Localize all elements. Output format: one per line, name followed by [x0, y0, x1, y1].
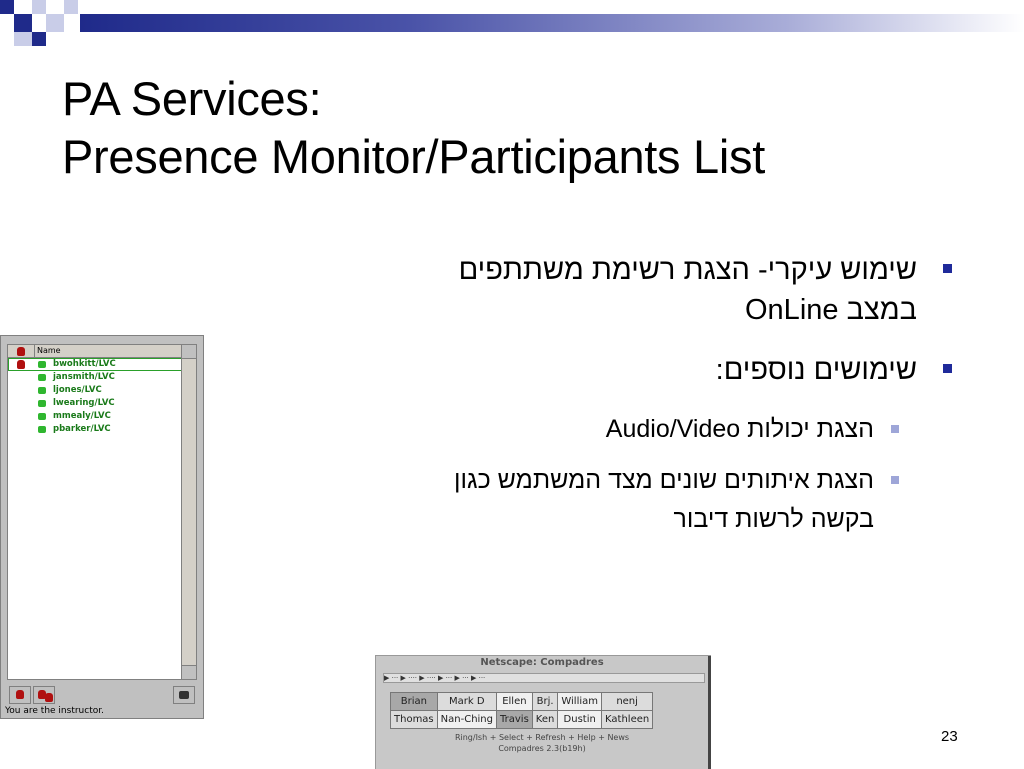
compadre-cell[interactable]: Nan-Ching: [437, 711, 496, 729]
corner-square-7: [32, 32, 46, 46]
online-status-icon: [38, 413, 46, 420]
corner-square-2: [14, 14, 32, 32]
navigation-bar[interactable]: ▶ ··· ▶ ···· ▶ ···· ▶ ··· ▶ ··· ▶ ···: [383, 673, 705, 683]
compadres-grid: [390, 692, 653, 729]
participant-name: mmealy/LVC: [53, 411, 111, 421]
participant-row[interactable]: [8, 371, 182, 384]
participant-row[interactable]: [8, 358, 182, 371]
participant-name: jansmith/LVC: [53, 372, 115, 382]
participant-row[interactable]: [8, 384, 182, 397]
slide-title: [62, 70, 765, 186]
sub-bullet-signals: [300, 461, 952, 539]
participant-name: ljones/LVC: [53, 385, 102, 395]
scroll-down-button[interactable]: [182, 665, 196, 679]
raised-hand-icon: [16, 690, 24, 699]
compadre-cell[interactable]: Ken: [532, 711, 558, 729]
compadre-cell[interactable]: Mark D: [437, 693, 496, 711]
participant-row[interactable]: [8, 397, 182, 410]
online-status-icon: [38, 361, 46, 368]
compadres-row: [391, 711, 653, 729]
online-status-icon: [38, 426, 46, 433]
sub-bullet-text: בקשה לרשות דיבור: [673, 505, 874, 533]
scroll-up-button[interactable]: [182, 345, 196, 359]
floor-control-button[interactable]: [173, 686, 195, 704]
header-gradient-bar: [80, 14, 1024, 32]
sub-bullet-av: [300, 410, 952, 449]
participant-name: lwearing/LVC: [53, 398, 115, 408]
participants-window: [0, 335, 204, 719]
version-text: Compadres 2.3(b19h): [498, 744, 586, 753]
sub-bullet-text: הצגת איתותים שונים מצד המשתמש כגון: [454, 466, 874, 494]
corner-square-6: [14, 32, 32, 46]
page-number: 23: [941, 728, 958, 745]
raised-hand-icon: [17, 347, 25, 356]
window-title: Netscape: Compadres: [480, 657, 604, 668]
compadre-cell[interactable]: Ellen: [497, 693, 533, 711]
title-line-1: PA Services:: [62, 72, 322, 125]
bullet-text: במצב OnLine: [745, 294, 917, 326]
participant-row[interactable]: [8, 423, 182, 436]
bullet-other-uses: [300, 350, 952, 390]
compadre-cell[interactable]: Kathleen: [602, 711, 653, 729]
compadres-window: [375, 655, 711, 769]
corner-square-5: [64, 0, 78, 14]
compadre-cell[interactable]: Brian: [391, 693, 438, 711]
command-bar[interactable]: Ring/Ish + Select + Refresh + Help + News: [454, 733, 630, 742]
compadre-cell[interactable]: William: [558, 693, 602, 711]
name-column-header[interactable]: Name: [37, 346, 61, 355]
sub-bullet-text: הצגת יכולות Audio/Video: [605, 415, 874, 443]
compadre-cell[interactable]: Dustin: [558, 711, 602, 729]
compadre-cell[interactable]: Brj.: [532, 693, 558, 711]
hand-column-header[interactable]: [8, 345, 35, 357]
compadre-cell[interactable]: Travis: [497, 711, 533, 729]
corner-square-3: [32, 0, 46, 14]
corner-square-1: [0, 0, 14, 14]
list-header: [8, 345, 182, 358]
compadre-cell[interactable]: Thomas: [391, 711, 438, 729]
bullet-list: [300, 250, 952, 551]
status-text: You are the instructor.: [5, 706, 104, 716]
raise-hand-button[interactable]: [9, 686, 31, 704]
lower-hands-button[interactable]: [33, 686, 55, 704]
lock-icon: [179, 691, 189, 699]
corner-square-4: [46, 14, 64, 32]
online-status-icon: [38, 374, 46, 381]
participants-listbox: [7, 344, 197, 680]
bullet-text: שימוש עיקרי- הצגת רשימת משתתפים: [458, 254, 917, 286]
raised-hand-icon: [17, 360, 25, 369]
participant-name: pbarker/LVC: [53, 424, 111, 434]
title-line-2: Presence Monitor/Participants List: [62, 130, 765, 183]
online-status-icon: [38, 387, 46, 394]
compadre-cell[interactable]: nenj: [602, 693, 653, 711]
vertical-scrollbar[interactable]: [181, 345, 196, 679]
compadres-row: [391, 693, 653, 711]
participant-name: bwohkitt/LVC: [53, 359, 116, 369]
hands-icon: [45, 693, 53, 702]
bullet-text: שימושים נוספים:: [715, 354, 917, 386]
window-edge: [708, 656, 711, 769]
online-status-icon: [38, 400, 46, 407]
participant-row[interactable]: [8, 410, 182, 423]
bullet-main-usage: [300, 250, 952, 330]
